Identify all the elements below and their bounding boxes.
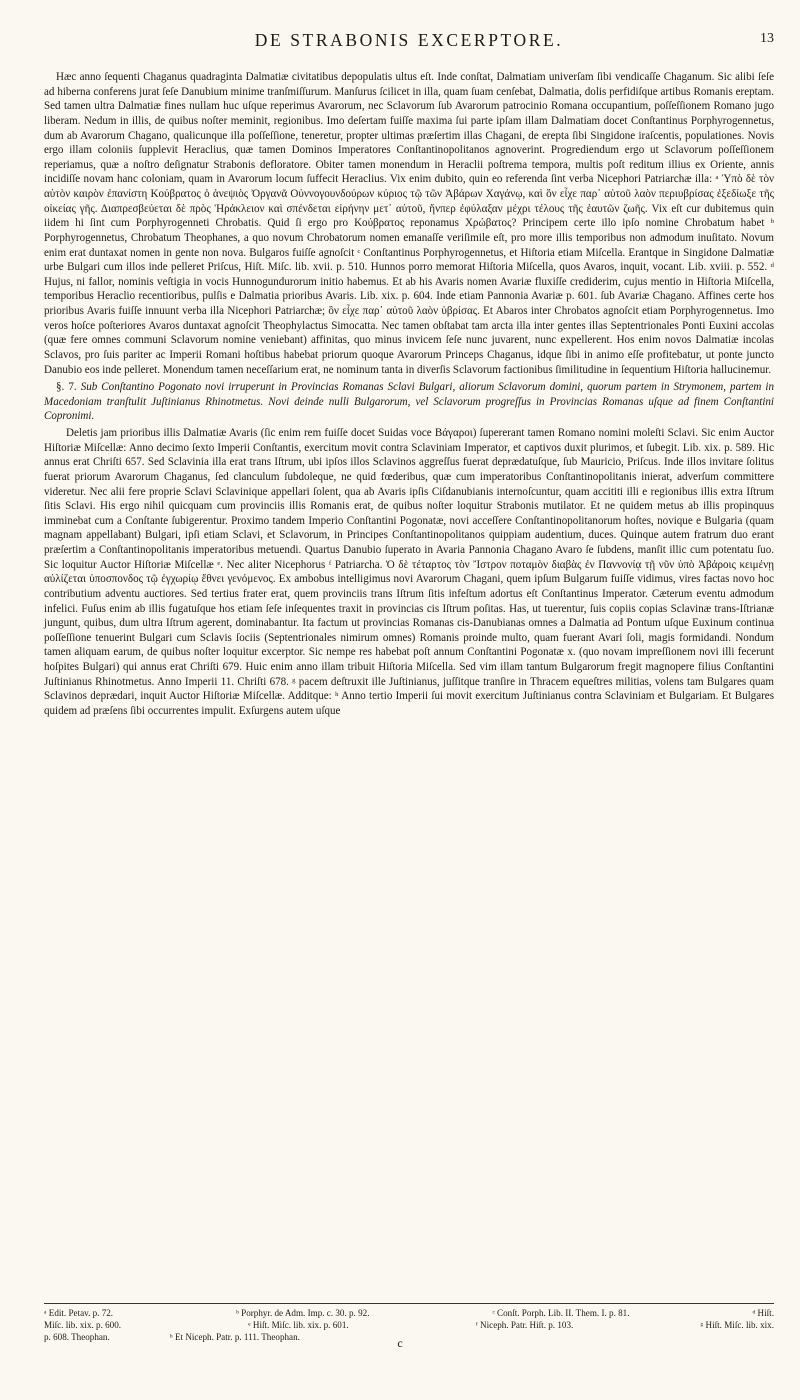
footnote-rule xyxy=(44,1303,774,1304)
section-mark: §. 7. xyxy=(56,381,77,394)
footnote: ᵃ Edit. Petav. p. 72. xyxy=(44,1308,114,1318)
section-heading xyxy=(44,380,774,424)
footnote: ᵈ Hiſt. xyxy=(752,1308,774,1318)
footnote: ᵇ Porphyr. de Adm. Imp. c. 30. p. 92. xyxy=(236,1308,370,1318)
footnote: ʰ Et Niceph. Patr. p. 111. Theophan. xyxy=(169,1332,300,1343)
running-head xyxy=(44,30,774,54)
footnote: ᵉ Hiſt. Miſc. lib. xix. p. 601. xyxy=(248,1320,349,1331)
signature-mark: c xyxy=(397,1336,403,1350)
footnote: ᶠ Niceph. Patr. Hiſt. p. 103. xyxy=(475,1320,574,1331)
footnote: Miſc. lib. xix. p. 600. xyxy=(44,1320,122,1331)
running-title: DE STRABONIS EXCERPTORE. xyxy=(254,30,564,50)
page-number: 13 xyxy=(760,31,774,46)
footnote: p. 608. Theophan. xyxy=(44,1332,110,1343)
section-summary: Sub Conſtantino Pogonato novi irruperunt in Provincias Romanas Sclavi Bulgari, aliorum Sclavorum domini, quorum partem in Strymonem, partem in Macedoniam tranſtulit Juſtinianus Rhinotmetus. Novi deinde nulli Bulgarorum, vel Sclavorum progreſſus in Provincias Romanas uſque ad finem Conſtantini Copronimi. xyxy=(44,381,774,423)
footnote-row xyxy=(44,1307,774,1319)
paragraph-2: Deletis jam prioribus illis Dalmatiæ Avaris (ſic enim rem fuiſſe docet Suidas voce Βάγαροι) ſupererant tamen Romano nomini moleſti Sclavi. Sic enim Auctor Hiſtoriæ Miſcellæ: Anno decimo ſexto Imperii Conſtantis, exercitum movit contra Sclaviniam Imperator, et captivos duxit plurimos, et ſubegit. Lib. xix. p. 589. Hic annus erat Chriſti 657. Sed Sclavinia illa erat trans Iſtrum, ubi ipſos illos Sclavinos aggreſſus fuerat deprædatuſque, ſub Mauricio, Priſcus. Inde illos invitare ſolitus fuerat priorum Avarorum Chaganus, ſed clanculum ſubdoleque, ne quid fœderibus, quæ cum imperatoribus Conſtantinopolitanis inierat, adverſum committere videretur. Nec alii fere proprie Sclavi Sclavinique appellari ſolent, qua ab Avaris ipſis Ciſdanubianis internoſcuntur, quam accititi illi e regionibus illis extra Iſtrum ſitis Sclavi. His ergo nihil quicquam cum provinciis illis Romanis erat, de quibus noſter loquitur Strabonis mutilator. Et ne quidem metus ab illis propinquus imminebat cum a Conſtante ſubigerentur. Proximo tandem Imperio Conſtantini Pogonatæ, novi acceſſere Conſtantinopolitanorum hoſtes, novique e Bulgaria (quam magnam appellabant) Bulgari, ipſi etiam Sclavi, et Sclavorum, in Principes Conſtantinopolitanos quippiam audentium, duces. Quinque autem fratrum duo erant præſertim a Conſtantinopolitanis imperatoribus metuendi. Quartus Danubio ſuperato in Avaria Pannonia Chagano Avaro ſe ſubdens, manſit illic cum potentatu ſuo. Sic loquitur Auctor Hiſtoriæ Miſcellæ ᵉ. Nec aliter Nicephorus ᶠ Patriarcha. Ὁ δὲ τέταρτος τὸν Ἴστρον ποταμὸν διαβὰς ἐν Παννονίᾳ τῇ νῦν ὑπὸ Ἀβάροις κειμένῃ αὐλίζεται ὑποσπονδος τῷ ἐγχωρίῳ ἔθνει γενόμενος. Ex ambobus intelligimus novi Avarorum Chagani, quem ipſum Bulgarum fuiſſe vidimus, vires factas novo hoc contributium adventu auctiores. Sed tertius frater erat, quem provinciis trans Iſtrum ſitis infeſtum adortus eſt Conſtantinus Imperator. Cæterum eventu admodum infelici. Fuſus enim ab illis fugatuſque hos etiam ſeſe inſequentes traxit in provincias cis Iſtrum poſitas. Has, ut tuerentur, ſuis copiis copias Sclavinæ trans-Iſtrianæ jungunt, quibus, dum ultra Iſtrum agerent, dominabantur. Ita factum ut provincias Romanas cis-Danubianas omnes a Dalmatia ad Pontum uſque Euxinum continua poſſeſſione tenuerint Bulgari cum Sclavis ſociis (Septentrionales nimirum omnes) Romanis proinde multo, quam fuerant Avari ſoli, magis formidandi. Nondum tamen aliquam earum, de quibus noſter loquitur excerptor. Sic nempe res habebat poſt annum Conſtantini Pogonatæ x. (quo novam impreſſionem novi illi fecerunt hoſpites Bulgari) qui annus erat Chriſti 679. Huic enim anno illam tribuit Hiſtoria Miſcella. Sed vim illam tantum Bulgarorum fregit magnopere filius Conſtantini Juſtinianus Rhinotmetus. Anno Imperii 11. Chriſti 678. ᵍ pacem deſtruxit ille Juſtinianus, juſſitque tranſire in Thracem equeſtres militias, volens tam Bulgares quam Sclavinos deprædari, inquit Auctor Hiſtoriæ Miſcellæ. Additque: ʰ Anno tertio Imperii ſui movit exercitum Juſtinianus contra Sclaviniam et Bulgariam. Et Bulgares quidem ad præſens ſibi occurrentes impulit. Exſurgens autem uſque xyxy=(44,427,774,717)
footnote-row xyxy=(44,1319,774,1331)
footnote: ᶜ Conſt. Porph. Lib. II. Them. I. p. 81. xyxy=(492,1308,630,1318)
paragraph-1: Hæc anno ſequenti Chaganus quadraginta Dalmatiæ civitatibus depopulatis ultus eſt. Inde conſtat, Dalmatiam univerſam ſibi vendicaſſe Chaganum. Sic alibi ſeſe ad hiberna conferens jurat ſeſe Danubium minime tranſmiſſurum. Manſurus ſcilicet in illa, quam ſuam cenſebat, Dalmatia, dolis perfidiſque artibus Romanis ereptam. Sed tamen ultra Dalmatiæ fines nullam huc uſque reperimus Avarorum, nec Sclavorum ſub Avarorum patrocinio Romana occupantium, poſſeſſionem Romano jugo liberam. Nedum in illis, de quibus noſter meminit, regionibus. Imo deſertam fuiſſe maxima ſui parte ipſam illam Dalmatiam docet Conſtantinus Porphyrogennetus, dum ab Avarorum Chagano, qualicunque illa poſſeſſione, teneretur, propter ultimas præſertim illas Chagani, de erepta ſibi Singidone iraſcentis, populationes. Novis ergo illam coloniis ſupplevit Heraclius, quæ tamen Dominos Imperatores Conſtantinopolitanos agnoverint. Progrediendum ergo ut Sclavorum poſſeſſionem reperiamus, quæ a noſtro deſignatur Strabonis defloratore. Obiter tamen monendum in Heraclii poſtrema tempora, multis poſt reditum illius ex Oriente, annis incidiſſe novam hanc coloniam, quam in Avarorum locum ſuffecit Heraclius. Vix enim dubito, quin eo referenda ſint verba Nicephori Patriarchæ illa: ᵃ Ὑπὸ δὲ τὸν αὐτὸν καιρὸν ἐπανίστη Κούβρατος ὁ ἀνεψιὸς Ὀργανᾶ Οὐννογουνδούρων κύριος τῷ τῶν Ἀβάρων Χαγάνῳ, καὶ ὃν εἶχε παρ᾽ αὐτοῦ λαὸν περιυβρίσας ἐξεδίωξε τῆς οἰκείας γῆς. Διαπρεσβεύεται δὲ πρὸς Ἡράκλειον καὶ σπένδεται εἰρήνην μετ᾽ αὐτοῦ, ἥνπερ ἐφύλαξαν μέχρι τέλους τῆς ἑαυτῶν ζωῆς. Vix eſt cur dubitemus quin iidem hi ſint cum Porphyrogenneti Chrobatis. Quid ſi ergo pro Κούβρατος reponamus Χρώβατος? Principem certe illo ipſo nomine Chrobatum habet ᵇ Porphyrogennetus, Chrobatum Theophanes, a quo novum Chrobatorum nomen emanaſſe veriſimile eſt, pro more illis temporibus non admodum inuſitato. Novum enim erat duntaxat nomen in gente non nova. Bulgaros fuiſſe agnoſcit ᶜ Conſtantinus Porphyrogennetus, et Hiſtoria etiam Miſcella. Erantque in Singidone Dalmatiæ urbe Bulgari cum illos inde pelleret Priſcus, Hiſt. Miſc. lib. xvii. p. 510. Hunnos porro memorat Hiſtoria Miſcella, quos Avaros, inquit, vocant. Lib. xviii. p. 552. ᵈ Hujus, ni fallor, nominis veſtigia in vocis Hunnogundurorum initio habemus. Et ab his Avaris nomen Avariæ fluxiſſe crediderim, cujus mentio in Hiſtoria Miſcella, temporibus Heraclio recentioribus, pulſis e Dalmatia prioribus Avaris. Lib. xix. p. 604. Inde etiam Pannonia Avariæ p. 601. ſub Avariæ Chagano. Affines certe hos prioribus Avaris fuiſſe innuunt verba illa Nicephori Patriarchæ; ὃν εἶχε παρ᾽ αὐτοῦ λαὸν ὑβρίσας. Et Abaros inter Chrobatos agnoſcit etiam Porphyrogennetus. Imo veros hoſce poſteriores Avaros duntaxat agnoſcit Theophylactus Simocatta. Nec tamen obſtabat tam arcta illa inter gentes illas Septentrionales Ponti Euxini accolas (quæ fere omnes communi Sclavorum nomine veniebant) affinitas, quo minus invicem ſeſe nunc juvarent, nunc expellerent. Hos enim novos Dalmatiæ incolas Sclavos, pro ſuis pariter ac Imperii Romani hoſtibus habebat priorum quoque Avarorum Princeps Chaganus, idque ſibi in animo eſſe profitebatur, ut ponte juncto Danubio eos inde pelleret. Monendum tamen neceſſarium erat, ne nominum tanta in diverſis Sclavorum factionibus ſimilitudine in ſequentium Hiſtoria hallucinemur. xyxy=(44,71,774,376)
body-text xyxy=(44,70,774,719)
footnote: ᵍ Hiſt. Miſc. lib. xix. xyxy=(700,1320,774,1331)
